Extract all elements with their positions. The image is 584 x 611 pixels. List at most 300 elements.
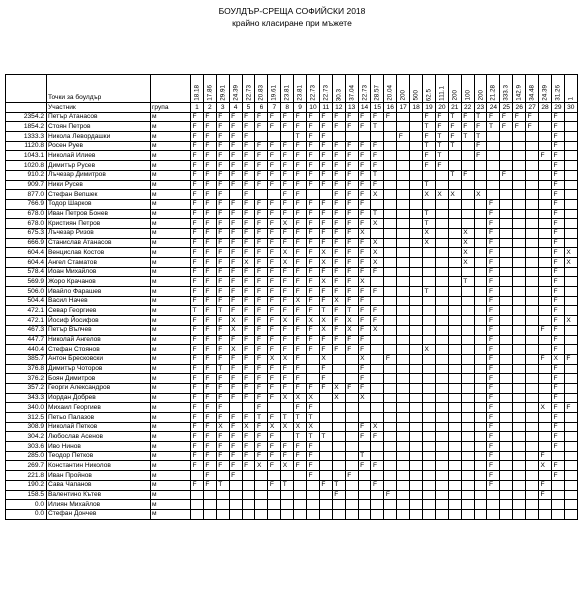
boulder-mark-cell: [564, 132, 577, 142]
boulder-mark-cell: F: [332, 219, 345, 229]
boulder-mark-cell: [345, 374, 358, 384]
boulder-mark-cell: F: [216, 287, 229, 297]
boulder-mark-cell: [384, 248, 397, 258]
boulder-mark-cell: [435, 296, 448, 306]
boulder-mark-cell: [423, 325, 436, 335]
points-cell: 221.8: [6, 471, 47, 481]
boulder-mark-cell: F: [358, 345, 371, 355]
group-cell: м: [151, 141, 191, 151]
boulder-mark-cell: [345, 393, 358, 403]
boulder-mark-cell: F: [255, 345, 268, 355]
boulder-mark-cell: [487, 132, 500, 142]
boulder-mark-cell: F: [487, 480, 500, 490]
boulder-mark-cell: F: [319, 141, 332, 151]
boulder-mark-cell: F: [281, 112, 294, 122]
boulder-mark-cell: [410, 219, 423, 229]
boulder-mark-cell: F: [551, 306, 564, 316]
boulder-points-header-12: [332, 75, 345, 103]
boulder-mark-cell: F: [255, 325, 268, 335]
boulder-mark-cell: [358, 132, 371, 142]
boulder-mark-cell: [435, 383, 448, 393]
boulder-mark-cell: F: [332, 112, 345, 122]
boulder-mark-cell: X: [551, 354, 564, 364]
boulder-mark-cell: [332, 500, 345, 510]
boulder-mark-cell: [319, 393, 332, 403]
boulder-mark-cell: F: [268, 112, 281, 122]
boulder-mark-cell: F: [307, 461, 320, 471]
boulder-mark-cell: F: [191, 287, 204, 297]
boulder-mark-cell: F: [229, 141, 242, 151]
boulder-mark-cell: [564, 219, 577, 229]
boulder-mark-cell: [461, 345, 474, 355]
boulder-mark-cell: [564, 161, 577, 171]
boulder-mark-cell: F: [242, 325, 255, 335]
boulder-points-value: 22.73: [309, 85, 317, 101]
boulder-mark-cell: [294, 490, 307, 500]
boulder-mark-cell: [332, 403, 345, 413]
boulder-mark-cell: [474, 219, 487, 229]
boulder-mark-cell: F: [229, 151, 242, 161]
table-row: [6, 151, 578, 161]
boulder-mark-cell: [474, 335, 487, 345]
boulder-mark-cell: [423, 248, 436, 258]
boulder-mark-cell: [564, 170, 577, 180]
boulder-mark-cell: [539, 471, 552, 481]
boulder-mark-cell: [564, 480, 577, 490]
boulder-mark-cell: [513, 461, 526, 471]
boulder-mark-cell: T: [461, 132, 474, 142]
boulder-mark-cell: [564, 413, 577, 423]
boulder-mark-cell: [229, 490, 242, 500]
participant-name-cell: Михаил Георгиев: [47, 403, 151, 413]
boulder-mark-cell: [461, 354, 474, 364]
boulder-mark-cell: [448, 248, 461, 258]
boulder-mark-cell: [435, 471, 448, 481]
boulder-mark-cell: [551, 480, 564, 490]
boulder-mark-cell: [448, 238, 461, 248]
boulder-mark-cell: [500, 316, 513, 326]
boulder-mark-cell: [564, 238, 577, 248]
boulder-mark-cell: F: [551, 238, 564, 248]
boulder-mark-cell: [371, 364, 384, 374]
boulder-points-header-16: [384, 75, 397, 103]
boulder-mark-cell: F: [216, 161, 229, 171]
boulder-mark-cell: [448, 335, 461, 345]
boulder-mark-cell: [397, 509, 410, 519]
points-cell: 1043.1: [6, 151, 47, 161]
boulder-mark-cell: [564, 306, 577, 316]
boulder-number-header-4: 4: [229, 103, 242, 113]
boulder-mark-cell: [191, 509, 204, 519]
boulder-mark-cell: F: [191, 325, 204, 335]
boulder-mark-cell: F: [216, 316, 229, 326]
boulder-mark-cell: F: [487, 287, 500, 297]
boulder-points-value: 21.28: [489, 85, 497, 101]
boulder-mark-cell: F: [242, 161, 255, 171]
boulder-mark-cell: [435, 413, 448, 423]
boulder-mark-cell: F: [358, 306, 371, 316]
boulder-mark-cell: [539, 374, 552, 384]
boulder-mark-cell: [500, 141, 513, 151]
boulder-mark-cell: [423, 267, 436, 277]
boulder-mark-cell: F: [203, 122, 216, 132]
boulder-mark-cell: X: [564, 316, 577, 326]
boulder-mark-cell: F: [358, 112, 371, 122]
boulder-mark-cell: [526, 490, 539, 500]
boulder-mark-cell: [500, 325, 513, 335]
boulder-mark-cell: [268, 490, 281, 500]
group-cell: м: [151, 509, 191, 519]
boulder-mark-cell: F: [216, 170, 229, 180]
boulder-mark-cell: [461, 451, 474, 461]
boulder-mark-cell: F: [191, 383, 204, 393]
boulder-mark-cell: F: [242, 180, 255, 190]
boulder-mark-cell: F: [358, 122, 371, 132]
boulder-mark-cell: [423, 354, 436, 364]
boulder-mark-cell: [461, 364, 474, 374]
boulder-mark-cell: F: [229, 112, 242, 122]
boulder-mark-cell: [410, 258, 423, 268]
boulder-mark-cell: [397, 354, 410, 364]
participant-name-cell: Теодор Петков: [47, 451, 151, 461]
table-row: [6, 383, 578, 393]
points-cell: 269.7: [6, 461, 47, 471]
boulder-mark-cell: F: [551, 345, 564, 355]
boulder-mark-cell: F: [229, 374, 242, 384]
boulder-mark-cell: [242, 403, 255, 413]
boulder-mark-cell: [474, 180, 487, 190]
boulder-mark-cell: [500, 490, 513, 500]
table-row: [6, 335, 578, 345]
boulder-mark-cell: [384, 141, 397, 151]
boulder-mark-cell: F: [229, 219, 242, 229]
boulder-mark-cell: [410, 451, 423, 461]
boulder-mark-cell: F: [229, 461, 242, 471]
boulder-mark-cell: F: [281, 180, 294, 190]
boulder-mark-cell: [448, 422, 461, 432]
boulder-mark-cell: [435, 316, 448, 326]
boulder-mark-cell: [203, 509, 216, 519]
boulder-mark-cell: [539, 306, 552, 316]
boulder-mark-cell: F: [229, 364, 242, 374]
boulder-mark-cell: [539, 509, 552, 519]
boulder-mark-cell: F: [526, 122, 539, 132]
boulder-mark-cell: [513, 238, 526, 248]
boulder-mark-cell: F: [216, 267, 229, 277]
boulder-mark-cell: F: [551, 316, 564, 326]
boulder-mark-cell: F: [255, 180, 268, 190]
boulder-mark-cell: [526, 383, 539, 393]
boulder-mark-cell: [397, 122, 410, 132]
boulder-mark-cell: F: [358, 316, 371, 326]
boulder-mark-cell: X: [358, 277, 371, 287]
boulder-mark-cell: [539, 219, 552, 229]
boulder-mark-cell: F: [539, 151, 552, 161]
boulder-mark-cell: [461, 199, 474, 209]
boulder-mark-cell: [242, 480, 255, 490]
boulder-mark-cell: [384, 151, 397, 161]
boulder-mark-cell: [268, 500, 281, 510]
boulder-mark-cell: F: [229, 354, 242, 364]
boulder-mark-cell: X: [371, 325, 384, 335]
group-cell: м: [151, 490, 191, 500]
boulder-mark-cell: [371, 354, 384, 364]
boulder-mark-cell: [332, 354, 345, 364]
boulder-mark-cell: [319, 442, 332, 452]
boulder-mark-cell: F: [358, 238, 371, 248]
boulder-mark-cell: F: [191, 238, 204, 248]
boulder-mark-cell: F: [203, 413, 216, 423]
boulder-mark-cell: F: [242, 238, 255, 248]
boulder-mark-cell: F: [487, 442, 500, 452]
boulder-mark-cell: [474, 296, 487, 306]
boulder-mark-cell: [513, 277, 526, 287]
boulder-mark-cell: F: [319, 383, 332, 393]
points-cell: 877.0: [6, 190, 47, 200]
boulder-mark-cell: F: [371, 316, 384, 326]
boulder-mark-cell: [384, 122, 397, 132]
boulder-number-header-30: 30: [564, 103, 577, 113]
boulder-mark-cell: [410, 325, 423, 335]
points-cell: 472.1: [6, 316, 47, 326]
boulder-mark-cell: [410, 161, 423, 171]
boulder-mark-cell: X: [281, 354, 294, 364]
boulder-mark-cell: [384, 509, 397, 519]
participant-name-cell: Васил Начев: [47, 296, 151, 306]
boulder-mark-cell: F: [307, 170, 320, 180]
boulder-mark-cell: F: [345, 258, 358, 268]
page-subtitle: крайно класиране при мъжете: [232, 18, 352, 28]
boulder-mark-cell: X: [281, 219, 294, 229]
boulder-mark-cell: [423, 306, 436, 316]
participant-name-cell: Димитър Русев: [47, 161, 151, 171]
boulder-mark-cell: [423, 335, 436, 345]
boulder-mark-cell: F: [294, 190, 307, 200]
boulder-mark-cell: F: [487, 354, 500, 364]
boulder-mark-cell: F: [358, 461, 371, 471]
boulder-mark-cell: F: [255, 306, 268, 316]
boulder-mark-cell: [526, 306, 539, 316]
boulder-mark-cell: F: [551, 209, 564, 219]
boulder-mark-cell: [410, 296, 423, 306]
boulder-mark-cell: F: [229, 451, 242, 461]
boulder-mark-cell: [307, 354, 320, 364]
boulder-mark-cell: [410, 122, 423, 132]
boulder-mark-cell: F: [255, 248, 268, 258]
boulder-mark-cell: F: [255, 258, 268, 268]
boulder-mark-cell: F: [513, 112, 526, 122]
boulder-points-header-9: [294, 75, 307, 103]
boulder-mark-cell: X: [371, 190, 384, 200]
boulder-mark-cell: [410, 267, 423, 277]
boulder-mark-cell: F: [268, 374, 281, 384]
participant-name-cell: Лъчезар Димитров: [47, 170, 151, 180]
boulder-mark-cell: [410, 190, 423, 200]
boulder-mark-cell: T: [487, 122, 500, 132]
boulder-mark-cell: [397, 209, 410, 219]
boulder-mark-cell: [448, 471, 461, 481]
table-row: [6, 248, 578, 258]
boulder-mark-cell: [526, 480, 539, 490]
boulder-mark-cell: [448, 209, 461, 219]
boulder-points-header-25: [500, 75, 513, 103]
participant-name-cell: Жоро Крачанов: [47, 277, 151, 287]
boulder-mark-cell: [564, 364, 577, 374]
boulder-points-value: 19.61: [270, 85, 278, 101]
boulder-mark-cell: F: [268, 442, 281, 452]
boulder-mark-cell: F: [255, 112, 268, 122]
boulder-mark-cell: F: [307, 296, 320, 306]
boulder-mark-cell: F: [539, 451, 552, 461]
boulder-mark-cell: [513, 345, 526, 355]
boulder-mark-cell: F: [229, 471, 242, 481]
boulder-mark-cell: [526, 219, 539, 229]
boulder-mark-cell: [384, 403, 397, 413]
table-row: [6, 161, 578, 171]
boulder-mark-cell: [526, 442, 539, 452]
boulder-mark-cell: [410, 509, 423, 519]
boulder-number-header-3: 3: [216, 103, 229, 113]
points-header-label: Точки за боулдър: [47, 75, 151, 103]
points-cell: 569.9: [6, 277, 47, 287]
boulder-mark-cell: F: [203, 112, 216, 122]
boulder-mark-cell: T: [371, 170, 384, 180]
boulder-mark-cell: [448, 480, 461, 490]
boulder-mark-cell: [397, 161, 410, 171]
boulder-mark-cell: F: [371, 480, 384, 490]
points-cell: 0.0: [6, 500, 47, 510]
boulder-mark-cell: [564, 461, 577, 471]
boulder-mark-cell: [526, 248, 539, 258]
boulder-mark-cell: [410, 238, 423, 248]
boulder-mark-cell: F: [487, 296, 500, 306]
boulder-points-header-19: [423, 75, 436, 103]
boulder-mark-cell: F: [474, 141, 487, 151]
boulder-mark-cell: [410, 393, 423, 403]
boulder-mark-cell: [410, 442, 423, 452]
boulder-mark-cell: F: [203, 132, 216, 142]
boulder-mark-cell: F: [203, 354, 216, 364]
table-row: [6, 471, 578, 481]
boulder-mark-cell: F: [358, 170, 371, 180]
boulder-mark-cell: F: [345, 161, 358, 171]
boulder-points-header-3: [216, 75, 229, 103]
boulder-mark-cell: [448, 451, 461, 461]
boulder-mark-cell: [435, 403, 448, 413]
boulder-mark-cell: [345, 132, 358, 142]
boulder-mark-cell: F: [229, 287, 242, 297]
boulder-mark-cell: F: [191, 161, 204, 171]
boulder-mark-cell: F: [216, 190, 229, 200]
boulder-mark-cell: [539, 190, 552, 200]
boulder-mark-cell: F: [487, 383, 500, 393]
boulder-mark-cell: [474, 228, 487, 238]
table-row: [6, 258, 578, 268]
boulder-mark-cell: [564, 335, 577, 345]
boulder-mark-cell: F: [551, 432, 564, 442]
boulder-mark-cell: [345, 461, 358, 471]
boulder-mark-cell: [371, 345, 384, 355]
boulder-mark-cell: T: [423, 219, 436, 229]
boulder-mark-cell: F: [319, 480, 332, 490]
boulder-mark-cell: F: [268, 267, 281, 277]
boulder-mark-cell: [384, 296, 397, 306]
boulder-mark-cell: T: [319, 306, 332, 316]
boulder-mark-cell: [564, 199, 577, 209]
boulder-mark-cell: F: [255, 432, 268, 442]
boulder-points-value: 22.73: [361, 85, 369, 101]
boulder-mark-cell: F: [242, 461, 255, 471]
boulder-mark-cell: [384, 228, 397, 238]
boulder-mark-cell: [319, 471, 332, 481]
boulder-mark-cell: [448, 374, 461, 384]
boulder-mark-cell: X: [319, 316, 332, 326]
boulder-mark-cell: F: [307, 132, 320, 142]
boulder-mark-cell: F: [487, 112, 500, 122]
boulder-mark-cell: [397, 296, 410, 306]
boulder-mark-cell: F: [487, 325, 500, 335]
boulder-mark-cell: F: [191, 258, 204, 268]
boulder-mark-cell: F: [203, 180, 216, 190]
boulder-mark-cell: [345, 413, 358, 423]
boulder-mark-cell: [435, 422, 448, 432]
boulder-mark-cell: F: [358, 219, 371, 229]
boulder-mark-cell: [410, 403, 423, 413]
boulder-mark-cell: X: [358, 354, 371, 364]
boulder-mark-cell: X: [358, 393, 371, 403]
boulder-mark-cell: [268, 403, 281, 413]
boulder-mark-cell: [526, 403, 539, 413]
group-cell: м: [151, 345, 191, 355]
boulder-mark-cell: F: [345, 219, 358, 229]
boulder-points-header-20: [435, 75, 448, 103]
points-cell: 308.9: [6, 422, 47, 432]
boulder-points-value: 22.73: [322, 85, 330, 101]
boulder-mark-cell: F: [332, 287, 345, 297]
boulder-mark-cell: [526, 267, 539, 277]
header-row-boulder-points: [6, 75, 578, 103]
boulder-mark-cell: F: [255, 364, 268, 374]
boulder-mark-cell: [294, 509, 307, 519]
boulder-number-header-9: 9: [294, 103, 307, 113]
boulder-mark-cell: [397, 277, 410, 287]
boulder-mark-cell: [500, 509, 513, 519]
boulder-mark-cell: F: [551, 228, 564, 238]
boulder-mark-cell: F: [345, 180, 358, 190]
boulder-mark-cell: F: [268, 316, 281, 326]
boulder-mark-cell: F: [307, 219, 320, 229]
boulder-mark-cell: F: [229, 335, 242, 345]
boulder-mark-cell: F: [319, 112, 332, 122]
boulder-mark-cell: [358, 509, 371, 519]
boulder-mark-cell: [332, 432, 345, 442]
boulder-mark-cell: F: [345, 267, 358, 277]
boulder-mark-cell: [564, 432, 577, 442]
table-row: [6, 480, 578, 490]
boulder-mark-cell: X: [255, 461, 268, 471]
boulder-mark-cell: [384, 306, 397, 316]
boulder-mark-cell: [461, 219, 474, 229]
boulder-mark-cell: [461, 267, 474, 277]
boulder-mark-cell: [500, 364, 513, 374]
boulder-mark-cell: F: [281, 287, 294, 297]
boulder-number-header-1: 1: [191, 103, 204, 113]
boulder-mark-cell: [487, 500, 500, 510]
boulder-number-header-2: 2: [203, 103, 216, 113]
boulder-mark-cell: T: [423, 122, 436, 132]
boulder-mark-cell: F: [551, 132, 564, 142]
boulder-mark-cell: [384, 432, 397, 442]
